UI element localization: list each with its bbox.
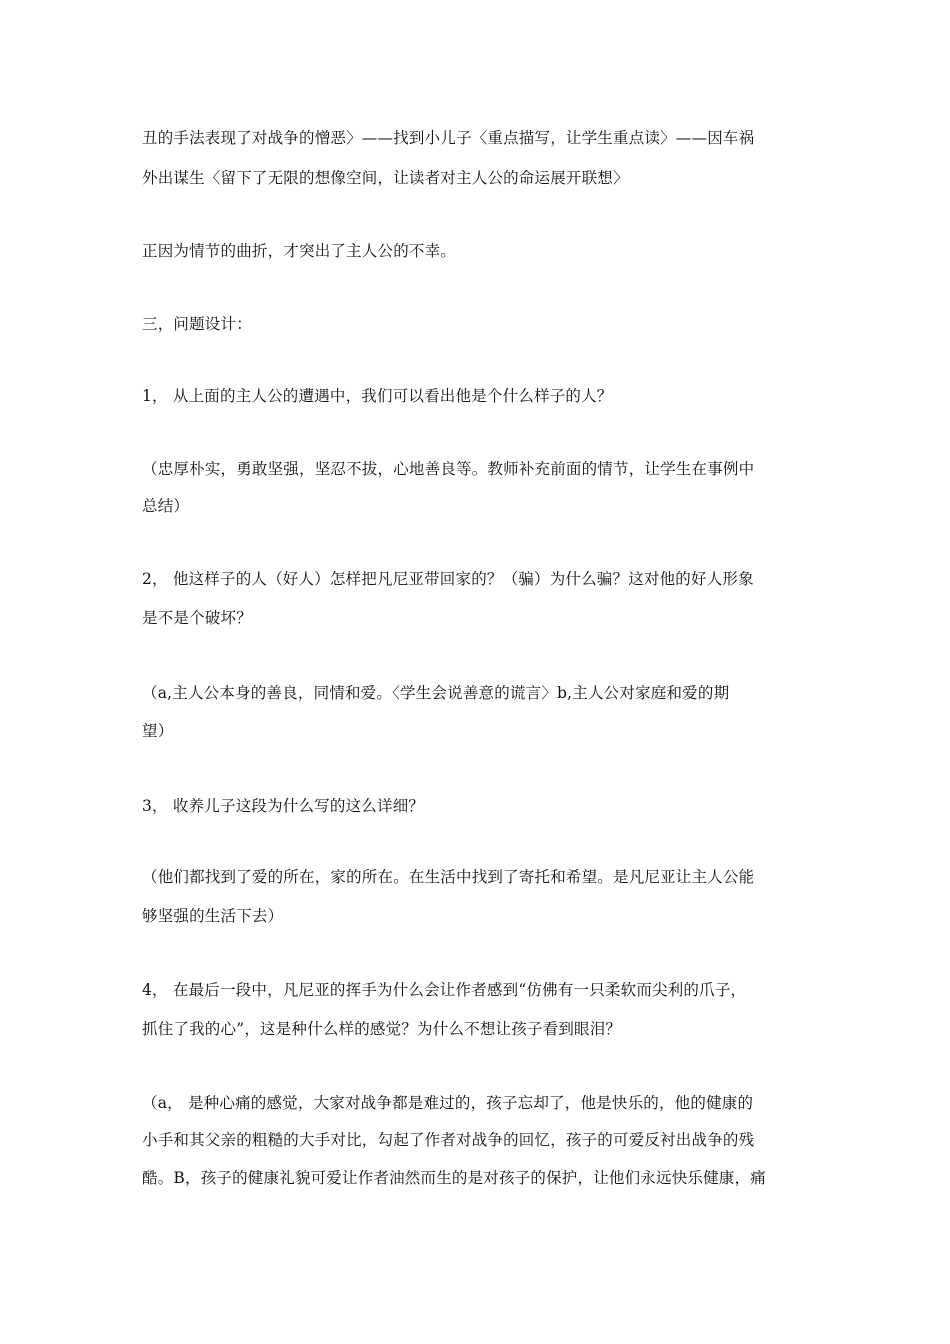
question-2: 2， 他这样子的人（好人）怎样把凡尼亚带回家的？（骗）为什么骗？这对他的好人形象 <box>142 570 754 588</box>
text-line: 外出谋生〈留下了无限的想像空间，让读者对主人公的命运展开联想〉 <box>142 169 629 187</box>
answer-line: （a,主人公本身的善良，同情和爱。〈学生会说善意的谎言〉b,主人公对家庭和爱的期 <box>142 684 730 702</box>
answer-line: 够坚强的生活下去） <box>142 907 284 925</box>
question-4: 4， 在最后一段中，凡尼亚的挥手为什么会让作者感到“仿佛有一只柔软而尖利的爪子， <box>142 981 747 999</box>
question-4-cont: 抓住了我的心”，这是种什么样的感觉？为什么不想让孩子看到眼泪？ <box>142 1020 622 1038</box>
text-line: 丑的手法表现了对战争的憎恶〉——找到小儿子〈重点描写，让学生重点读〉——因车祸 <box>142 129 755 147</box>
question-3: 3， 收养儿子这段为什么写的这么详细？ <box>142 797 425 815</box>
question-1: 1， 从上面的主人公的遭遇中，我们可以看出他是个什么样子的人？ <box>142 387 613 405</box>
answer-line: 望） <box>142 722 174 740</box>
answer-line: （忠厚朴实，勇敢坚强，坚忍不拔，心地善良等。教师补充前面的情节，让学生在事例中 <box>142 460 755 478</box>
answer-line: （a， 是种心痛的感觉，大家对战争都是难过的，孩子忘却了，他是快乐的，他的健康的 <box>142 1094 754 1112</box>
answer-line: 总结） <box>142 497 190 515</box>
question-2-cont: 是不是个破坏？ <box>142 609 252 627</box>
answer-line: 小手和其父亲的粗糙的大手对比，勾起了作者对战争的回忆，孩子的可爱反衬出战争的残 <box>142 1131 755 1149</box>
text-line: 正因为情节的曲折，才突出了主人公的不幸。 <box>142 242 457 260</box>
answer-line: （他们都找到了爱的所在，家的所在。在生活中找到了寄托和希望。是凡尼亚让主人公能 <box>142 868 755 886</box>
answer-line: 酷。B，孩子的健康礼貌可爱让作者油然而生的是对孩子的保护，让他们永远快乐健康，痛 <box>142 1169 766 1187</box>
section-heading: 三，问题设计： <box>142 315 252 333</box>
